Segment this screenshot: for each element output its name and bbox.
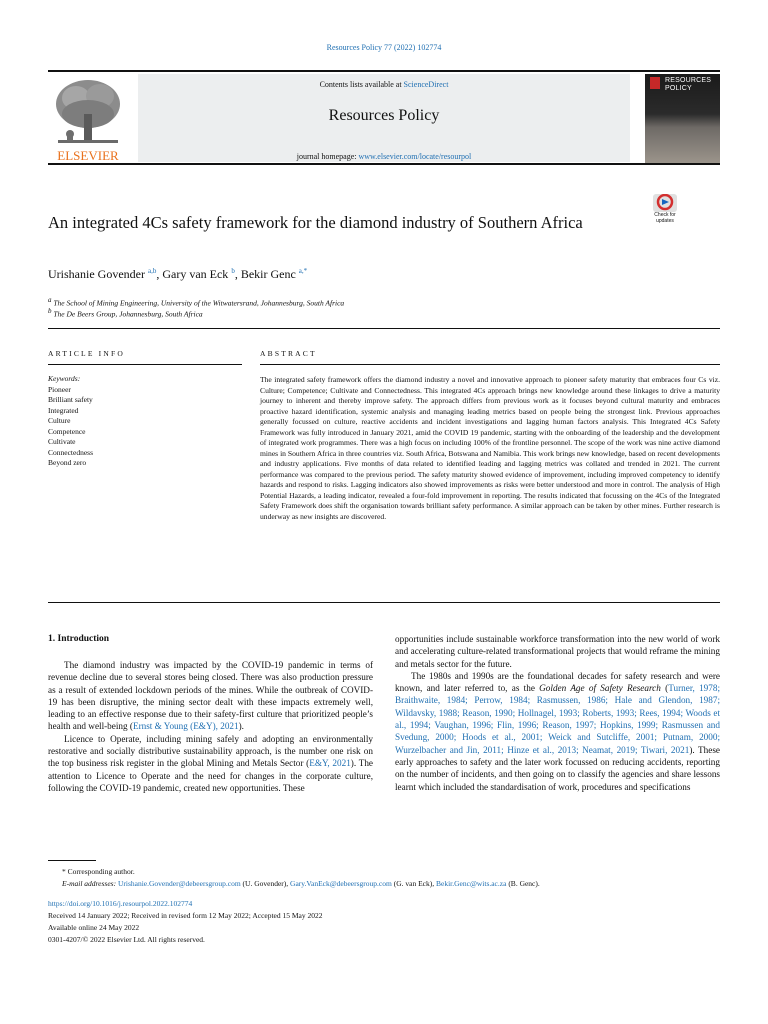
cover-title — [665, 77, 711, 93]
homepage-line — [138, 152, 630, 161]
body-paragraph — [48, 659, 373, 733]
header-rule-bottom — [48, 163, 720, 165]
journal-homepage-link[interactable]: www.elsevier.com/locate/resourpol — [358, 152, 472, 161]
body-column-left — [48, 659, 373, 794]
check-label-line1: Check for — [654, 212, 676, 218]
citation-links[interactable]: Turner, 1978; Braithwaite, 1984; Perrow, 1984; Rasmussen, 1986; Hale and Glendon, 1987; Wildavsky, 1988; Reason, 1990; Hollnagel, 1993; Roberts, 1993; Rees, 1994; Woods et al., 1994; Vaughan, 1996; Flin, 1996; Reason, 1997; Hopkins, 1999; Rasmussen and Svedung, 2000; Hoods et al., 2001; Weick and Sutcliffe, 2001; Putnam, 2000; Wurzelbacher and Jin, 2011; Hinze et al., 2013; Neamat, 2019; Tiwari, 2021 — [395, 683, 721, 755]
keywords-block — [48, 374, 93, 469]
elsevier-tree-icon — [56, 80, 120, 143]
keyword-item: Cultivate — [48, 437, 76, 446]
email-owner: (G. van Eck), — [391, 879, 436, 888]
corresponding-author-note — [48, 866, 720, 878]
journal-name: Resources Policy — [328, 107, 440, 124]
citation-link[interactable]: Ernst & Young (E&Y), 2021 — [132, 721, 239, 732]
abstract-text: The integrated safety framework offers the diamond industry a novel and innovative approach to pioneer safety maturity that embraces four Cs viz. Culture; Competence; Cultivate and Connectedness. This integrated 4Cs approach brings new knowledge around these linkages to drive a maturity journey to inherent and thereby improve safety. The approach differs from previous work as it focuses beyond cultural maturity and embraces proactive hazard identification, systemic analysis and managing leading metrics based on people being the strongest link. Previous approaches generally focussed on culture, reactive accidents and incident investigations and lagging human factors analysis. This Integrated 4Cs Safety Framework was fully introduced in January 2021, amid the COVID 19 pandemic, starting with the onboarding of the leadership and the development of integrated work programmes. There was a high focus on including 100% of the frontline personnel. The scope of the work was nine active diamond mines in Southern Africa in three countries viz. South Africa, Botswana and Namibia. This work brings new knowledge, based on recent developments and industry applications. Five months of data related to identified leading and lagging metrics was collated and trended in 2021. The current performance was compared to the previous period. The safety maturity showed evidence of improvement, including improved competency to identify hazards and respond to risks. Lagging indicators also showed improvements as risks were better understood and more in control. The analysis of High Potential Hazards, a leading indicator, revealed a four-fold improvement in reporting. The results indicated that focussing on the 4Cs of the Integrated Safety Framework does shift the organisation towards brilliant safety performance. A similar approach can be taken by other mines. Further research is underway as new insights are discovered. — [260, 375, 720, 521]
elsevier-wordmark: ELSEVIER — [57, 148, 119, 162]
homepage-prefix: journal homepage: — [296, 152, 359, 161]
author-separator: , — [234, 267, 241, 281]
paragraph-text: ). These early approaches to safety and the later work focussed on reducing accidents, reporting on the number of incidents, and then going on to classify the agencies and share lessons learnt which included the standardisation of work, procedures and specifications — [395, 744, 720, 792]
keyword-item: Culture — [48, 416, 71, 425]
sciencedirect-link[interactable]: ScienceDirect — [403, 80, 449, 89]
affiliation — [48, 296, 344, 308]
author-affiliation-mark[interactable]: b — [231, 267, 235, 275]
check-label-line2: updates — [656, 217, 674, 224]
header-rule-top — [48, 70, 720, 72]
paragraph-text: The 1980s and 1990s are the foundational decades for safety research and were known, and later referred to, as the — [395, 670, 720, 694]
author-name[interactable]: Urishanie Govender — [48, 267, 145, 281]
article-title: An integrated 4Cs safety framework for the diamond industry of Southern Africa — [48, 213, 583, 232]
elsevier-logo[interactable] — [48, 74, 128, 162]
keyword-item: Integrated — [48, 405, 79, 415]
article-info-rule — [48, 364, 242, 365]
affiliation-mark: b — [48, 307, 52, 315]
email-link[interactable]: Bekir.Genc@wits.ac.za — [436, 879, 507, 888]
paragraph-italic: Golden Age of Safety Research — [539, 683, 661, 694]
paragraph-text: The diamond industry was impacted by the COVID-19 pandemic in terms of revenue decline due to several stores being closed. There was also production pressure as a result of extended lockdown periods of the mines. While the outbreak of COVID-19 has been disruptive, the mining sector dealt with these impacts extremely well, leading to an effective response due to their safety-first culture that prioritized people’s health and well-being ( — [48, 660, 373, 732]
citation-link[interactable]: E&Y, 2021 — [309, 758, 351, 769]
email-addresses — [48, 878, 720, 890]
cover-title-line1: RESOURCES — [665, 77, 712, 84]
footnote-mark: * — [62, 867, 66, 876]
footnotes — [48, 866, 720, 890]
author-name[interactable]: Gary van Eck — [162, 267, 229, 281]
keyword-item: Brilliant safety — [48, 395, 93, 404]
body-paragraph: opportunities include sustainable workforce transformation into the new world of work and accelerating culture-related transformational projects that would reframe the mining and metals sector for the future. — [395, 634, 720, 669]
email-owner: (B. Genc). — [506, 879, 540, 888]
abstract-heading: ABSTRACT — [260, 349, 317, 358]
paragraph-text: ( — [660, 683, 669, 694]
body-paragraph — [395, 670, 720, 793]
abstract-bottom-rule — [48, 602, 720, 603]
footnote-text: Corresponding author. — [67, 867, 135, 876]
publication-info — [48, 898, 323, 946]
available-online-date: Available online 24 May 2022 — [48, 923, 140, 932]
journal-citation[interactable]: Resources Policy 77 (2022) 102774 — [326, 43, 442, 52]
keywords-label: Keywords: — [48, 374, 81, 383]
email-link[interactable]: Gary.VanEck@debeersgroup.com — [290, 879, 392, 888]
body-column-right — [395, 633, 720, 793]
copyright-line: 0301-4207/© 2022 Elsevier Ltd. All rights reserved. — [48, 935, 205, 944]
email-owner: (U. Govender), — [240, 879, 291, 888]
affiliation-text: The School of Mining Engineering, University of the Witwatersrand, Johannesburg, South Africa — [53, 298, 345, 308]
author-affiliation-mark[interactable]: a,b — [147, 267, 157, 275]
section-heading-introduction: 1. Introduction — [48, 634, 110, 644]
contents-line — [138, 80, 630, 89]
cover-title-line2: POLICY — [665, 85, 692, 92]
affiliation-mark: a — [48, 296, 52, 304]
affiliation — [48, 307, 203, 319]
doi-link[interactable]: https://doi.org/10.1016/j.resourpol.2022.102774 — [48, 899, 193, 908]
author-affiliation-mark[interactable]: a,* — [298, 267, 308, 275]
paragraph-text: ). The attention to Licence to Operate and the need for changes in the corporate culture, following the COVID-19 pandemic, created new opportunities. These — [48, 758, 373, 793]
author-name[interactable]: Bekir Genc — [240, 267, 296, 281]
affiliation-text: The De Beers Group, Johannesburg, South Africa — [53, 309, 203, 319]
email-link[interactable]: Urishanie.Govender@debeersgroup.com — [117, 879, 241, 888]
author-list — [48, 267, 307, 282]
received-dates: Received 14 January 2022; Received in revised form 12 May 2022; Accepted 15 May 2022 — [48, 911, 323, 920]
author-separator: , — [156, 267, 163, 281]
abstract-rule — [260, 364, 720, 365]
journal-cover-thumbnail[interactable] — [645, 74, 720, 163]
cover-publisher-mark — [650, 77, 660, 89]
body-paragraph — [48, 733, 373, 794]
keyword-item: Competence — [48, 426, 86, 436]
keyword-item: Beyond zero — [48, 458, 87, 467]
check-for-updates-label[interactable] — [645, 213, 685, 224]
email-label: E-mail addresses: — [62, 879, 117, 888]
contents-prefix: Contents lists available at — [319, 80, 404, 89]
keyword-item: Connectedness — [48, 447, 93, 457]
paragraph-text: ). — [238, 721, 244, 732]
footnote-rule — [48, 860, 96, 861]
paragraph-text: Licence to Operate, including mining safely and adopting an environmentally restorative and socially distributive sustainability approach, is the number one risk on the top business risk register in the global Mining and Metals Sector ( — [48, 733, 373, 769]
keyword-item: Pioneer — [48, 384, 71, 394]
article-info-heading: ARTICLE INFO — [48, 349, 125, 358]
affiliation-rule — [48, 328, 720, 329]
